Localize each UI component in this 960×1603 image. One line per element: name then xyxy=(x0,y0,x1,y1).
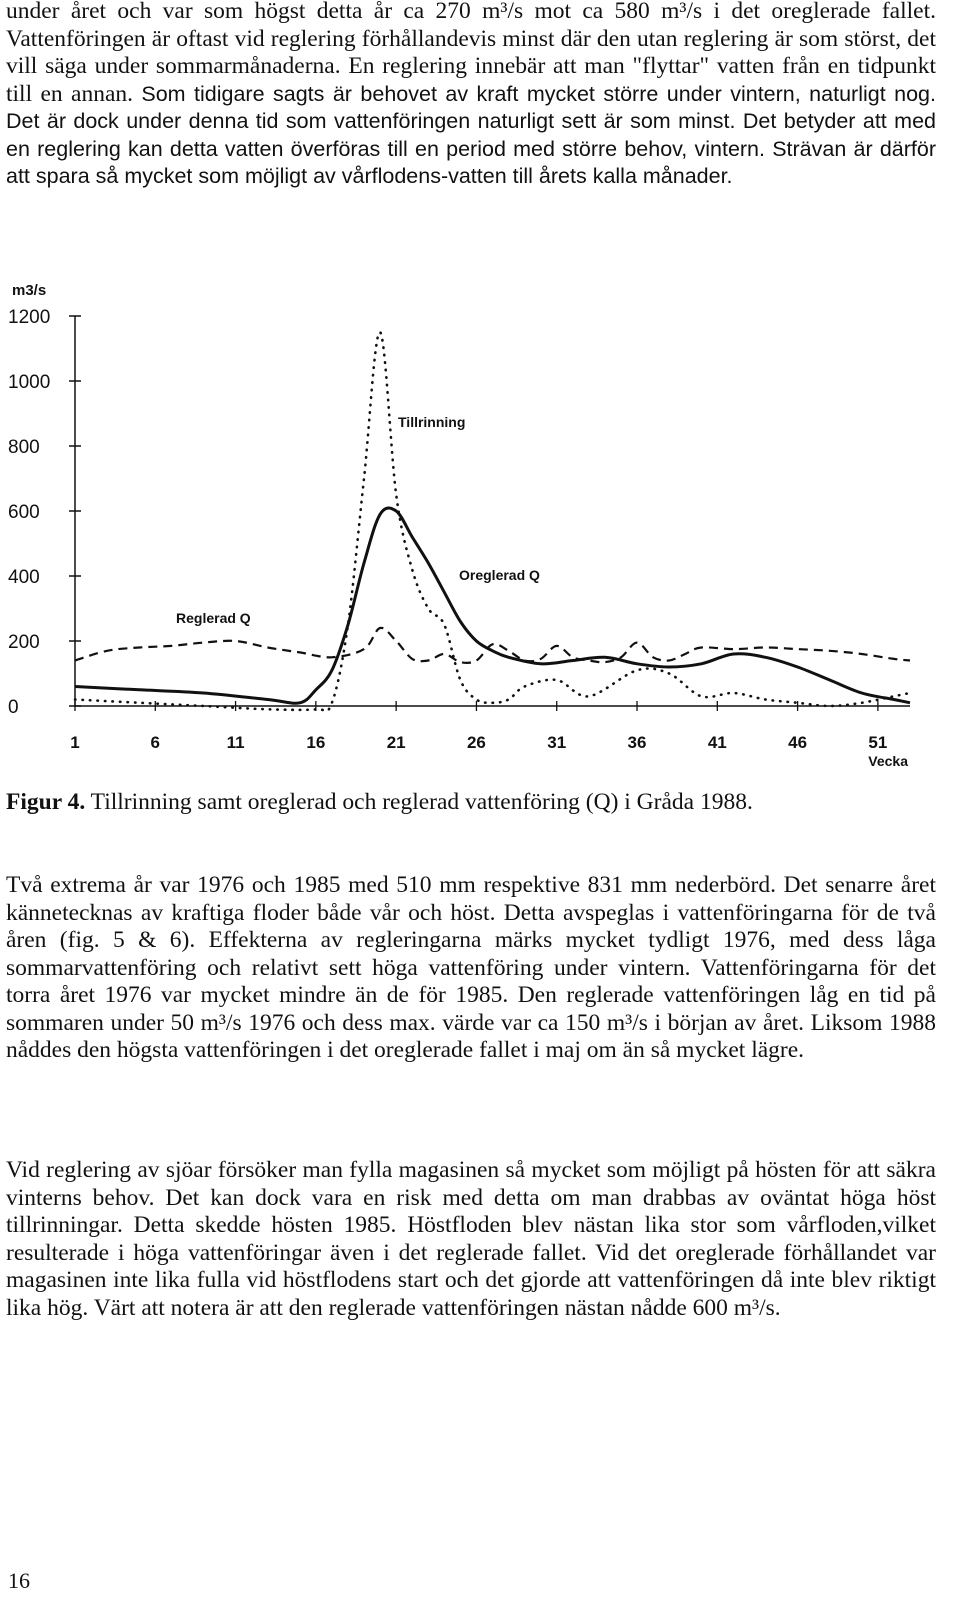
flow-chart xyxy=(0,275,940,775)
y-tick-label-1200: 1200 xyxy=(8,307,51,328)
x-tick-label-21: 21 xyxy=(386,733,406,752)
chart-labels xyxy=(8,282,908,769)
figure-caption xyxy=(6,789,936,816)
figure-label: Figur 4. xyxy=(6,789,86,815)
x-tick-label-6: 6 xyxy=(150,733,161,752)
y-tick-label-1000: 1000 xyxy=(8,372,51,393)
y-tick-label-200: 200 xyxy=(8,632,40,653)
x-tick-label-1: 1 xyxy=(70,733,80,752)
x-tick-label-11: 11 xyxy=(226,733,245,752)
chart-axes xyxy=(69,316,910,711)
series-line-oreglerad-q xyxy=(75,508,910,703)
y-tick-label-600: 600 xyxy=(8,502,40,523)
chart-series xyxy=(75,332,910,711)
x-tick-label-26: 26 xyxy=(466,733,486,752)
paragraph-intro-serif: under året och var som högst detta år ca 270 m³/s mot ca 580 m³/s i det oreglerade fallet. Vattenföringen är oftast vid reglering förhållandevis minst där den utan reglering är som störst, det vill säga under sommarmånaderna. En reglering innebär att man "flyttar" vatten från en tidpunkt till en annan. xyxy=(6,0,936,107)
paragraph-regulation: Vid reglering av sjöar försöker man fylla magasinen så mycket som möjligt på hösten för att säkra vinterns behov. Det kan dock vara en risk med detta om man drabbas av oväntat höga höst tillrinningar. Detta skedde hösten 1985. Höstfloden blev nästan lika stor som vårfloden,vilket resulterade i höga vattenföringar även i det reglerade fallet. Vid det oreglerade förhållandet var magasinen inte lika fulla vid höstflodens start och det gjorde att vattenföringen då inte blev riktigt lika hög. Värt att notera är att den reglerade vattenföringen nästan nådde 600 m³/s. xyxy=(6,1157,936,1321)
figure-caption-text: Tillrinning samt oreglerad och reglerad vattenföring (Q) i Gråda 1988. xyxy=(85,789,753,815)
paragraph-extremes: Två extrema år var 1976 och 1985 med 510 mm respektive 831 mm nederbörd. Det senarre året kännetecknas av kraftiga floder både vår och höst. Detta avspeglas i vattenföringarna för de två åren (fig. 5 & 6). Effekterna av regleringarna märks mycket tydligt 1976, med dess låga sommarvattenföring och relativt sett höga vattenföring under vintern. Vattenföringarna för det torra året 1976 var mycket mindre än de för 1985. Den reglerade vattenföringen låg en tid på sommaren under 50 m³/s 1976 och dess max. värde var ca 150 m³/s i början av året. Liksom 1988 nåddes den högsta vattenföringen i det oreglerade fallet i maj om än så mycket lägre. xyxy=(6,872,936,1063)
series-line-reglerad-q xyxy=(75,628,910,663)
y-tick-label-400: 400 xyxy=(8,567,40,588)
series-label-reglerad-q: Reglerad Q xyxy=(176,610,251,626)
y-tick-label-0: 0 xyxy=(8,697,19,718)
x-tick-label-31: 31 xyxy=(547,733,567,752)
series-label-tillrinning: Tillrinning xyxy=(398,414,466,430)
x-tick-label-51: 51 xyxy=(868,733,888,752)
y-axis-label: m3/s xyxy=(12,282,47,299)
page-number: 16 xyxy=(8,1568,30,1593)
paragraph-intro xyxy=(6,0,936,191)
series-line-tillrinning xyxy=(75,332,910,711)
series-label-oreglerad-q: Oreglerad Q xyxy=(459,567,540,583)
x-tick-label-46: 46 xyxy=(788,733,808,752)
x-axis-label: Vecka xyxy=(868,753,908,769)
x-tick-label-41: 41 xyxy=(707,733,727,752)
x-tick-label-16: 16 xyxy=(306,733,326,752)
y-tick-label-800: 800 xyxy=(8,437,40,458)
x-tick-label-36: 36 xyxy=(627,733,647,752)
paragraph-intro-sans: Som tidigare sagts är behovet av kraft mycket större under vintern, naturligt nog. Det är dock under denna tid som vattenföringen naturligt sett är som minst. Det betyder att med en reglering kan detta vatten överföras till en period med större behov, vintern. Strävan är därför att spara så mycket som möjligt av vårflodens-vatten till årets kalla månader. xyxy=(6,81,936,188)
